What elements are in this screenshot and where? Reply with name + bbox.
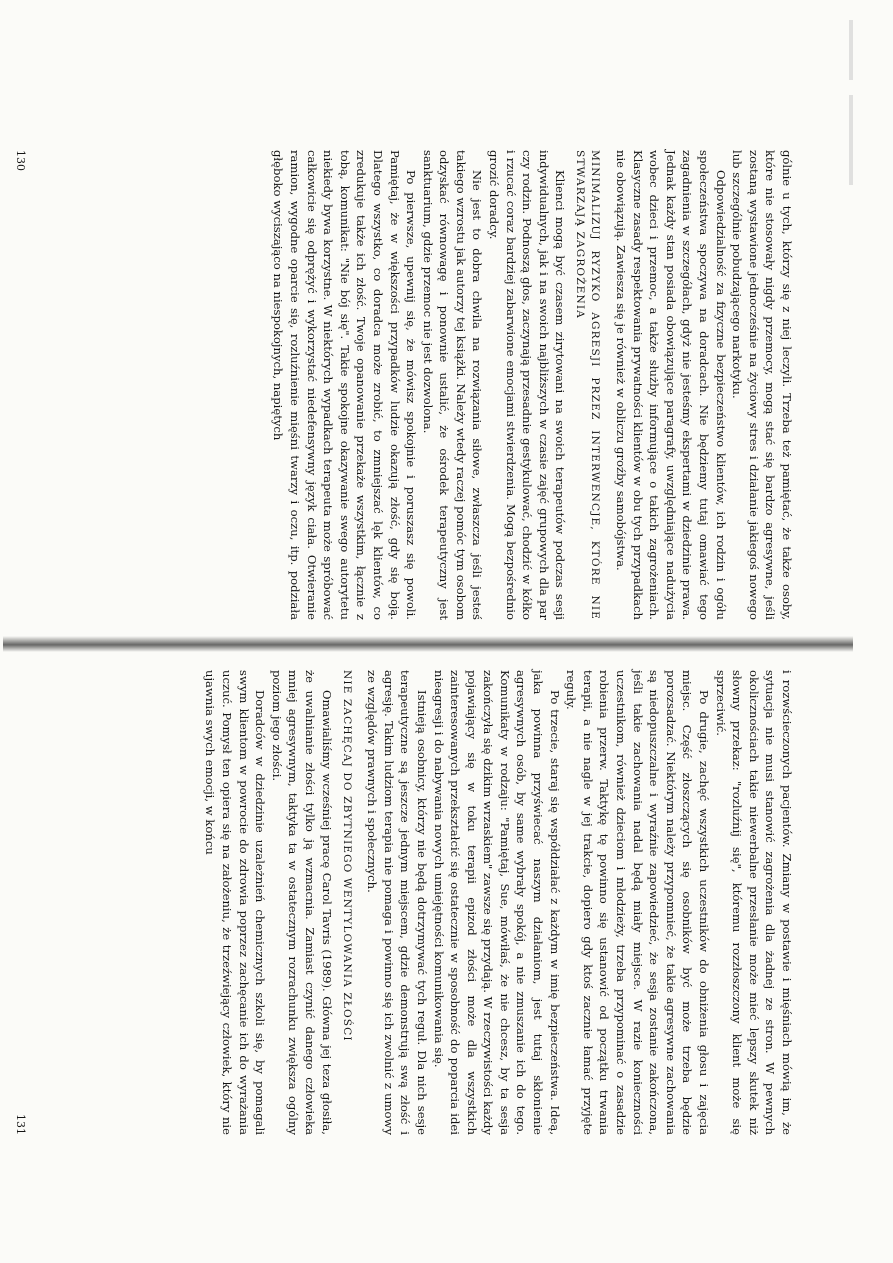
right-page [0, 640, 893, 1263]
page-number: 131 [14, 1114, 27, 1135]
paragraph: Klienci mogą być czasem zirytowani na swoich terapeutów podczas sesji indywidualnych, jak i na swoich najbliższych w czasie zajęć grupowych dla par czy rodzin. Podnoszą głos, zaczynają przesadnie gestykulować, chodzić w kółko i rzucać coraz bardziej zabarwione emocjami stwierdzenia. Mogą bezpośrednio grozić doradcy. [487, 150, 568, 620]
paragraph: Istnieją osobnicy, którzy nie będą dotrzymywać tych reguł. Dla nich sesje terapeutyczne są jeszcze jednym miejscem, gdzie demonstrują swą złość i agresję. Takim ludziom terapia nie pomaga i powinno się ich zwolnić z umowy ze względów prawnych i społecznych. [365, 670, 429, 1135]
left-page-text [270, 150, 795, 620]
paragraph: Po drugie, zachęć wszystkich uczestników do obniżenia głosu i zajęcia miejsc. Część złoszczących się osobników być może trzeba będzie porozsadzać. Niektórym należy przypomnieć, że takie agresywne zachowania są niedopuszczalne i wyraźnie zapowiedzieć, że sesja zostanie zakończona, jeśli takie zachowania nadal będą miały miejsce. W razie konieczności uczestnikom, również dzieciom i młodzieży, trzeba przypominać o zasadzie robienia przerw. Taktykę tę powinno się ustanowić od początku trwania terapii, a nie nagle w jej trakcie, dopiero gdy ktoś zacznie łamać przyjęte reguły. [564, 670, 712, 1135]
paragraph: Po trzecie, staraj się współdziałać z każdym w imię bezpieczeństwa. Ideą, jaka powinna przyświecać naszym działaniom, jest tutaj skłonienie agresywnych osób, by same wybrały spokój, a nie zmuszanie ich do tego. Komunikaty w rodzaju: "Pamiętaj, Sue, mówiłaś, że nie chcesz, by ta sesja zakończyła się dzikim wrzaskiem" zawsze się przydają. W rzeczywistości każdy pojawiający się w toku terapii epizod złości może dla wszystkich zainteresowanych przekształcić się ostatecznie w sposobność do poparcia idei nieagresji i do nabywania nowych umiejętności komunikowania się. [431, 670, 562, 1135]
paragraph: Doradców w dziedzinie uzależnień chemicznych szkoli się, by pomagali swym klientom w powrocie do zdrowia poprzez zachęcanie ich do wyrażania uczuć. Pomysł ten opiera się na założeniu, że trzeźwiejący człowiek, który nie ujawnia swych emocji, w końcu [203, 670, 268, 1135]
paragraph: Odpowiedzialność za fizyczne bezpieczeństwo klientów, ich rodzin i ogółu społeczeństwa spoczywa na doradcach. Nie będziemy tutaj omawiać tego zagadnienia w szczegółach, gdyż nie jesteśmy ekspertami w dziedzinie prawa. Jednak każdy stan posiada obowiązujące paragrafy, uwzględniające nadużycia wobec dzieci i przemoc, a także służby informujące o takich zagrożeniach. Klasyczne zasady respektowania prywatności klientów w obu tych przypadkach nie obowiązują. Zawiesza się je również w obliczu groźby samobójstwa. [614, 150, 728, 620]
scan-artifact [849, 95, 853, 185]
section-heading: NIE ZACHĘCAJ DO ZBYTNIEGO WENTYLOWANIA ZŁOŚCI [340, 670, 353, 1042]
page-number: 130 [14, 150, 27, 171]
paragraph: Po pierwsze, upewnij się, że mówisz spokojnie i poruszasz się powoli. Pamiętaj, że w większości przypadków ludzie okazują złość, gdy się boją. Dlatego wszystko, co doradca może zrobić, to zmniejszać lęk klientów, co zredukuje także ich złość. Twoje opanowanie przekaże wszystkim, łącznie z tobą, komunikat: "Nie bój się". Takie spokojne okazywanie swego autorytetu niekiedy bywa korzystne. W niektórych wypadkach terapeuta może spróbować całkowicie się odprężyć i wykorzystać niedefensywny język ciała. Otwieranie ramion, wygodne oparcie się, rozluźnienie mięśni twarzy i oczu, itp. podziała głęboko wyciszająco na niespokojnych, napiętych [271, 150, 419, 620]
section-heading: MINIMALIZUJ RYZYKO AGRESJI PRZEZ INTERWENCJE, KTÓRE NIE STWARZAJĄ ZAGROŻENIA [574, 150, 602, 620]
paragraph: Omawialiśmy wcześniej pracę Carol Tavris (1989). Główna jej teza głosiła, że uwalnianie złości tylko ją wzmacnia. Zamiast czynić danego człowieka mniej agresywnym, taktyka ta w ostatecznym rozrachunku zwiększa ogólny poziom jego złości. [269, 670, 334, 1135]
paragraph: i rozwścieczonych pacjentów. Zmiany w postawie i mięśniach mówią im, że sytuacja nie musi stanowić zagrożenia dla żadnej ze stron. W pewnych okolicznościach takie niewerbalne przesłanie może mieć lepszy skutek niż słowny przekaz: "rozluźnij się", któremu rozzłoszczony klient może się sprzeciwić. [713, 670, 794, 1135]
paragraph: gólnie u tych, którzy się z niej leczyli. Trzeba też pamiętać, że także osoby, które nie stosowały nigdy przemocy, mogą stać się bardzo agresywne, jeśli zostaną wystawione jednocześnie na życiowy stres i działanie jakiegoś nowego lub szczególnie pobudzającego narkotyku. [730, 150, 794, 620]
paragraph: Nie jest to dobra chwila na rozwiązania siłowe, zwłaszcza jeśli jesteś takiego wzrostu jak autorzy tej książki. Należy wtedy raczej pomóc tym osobom odzyskać równowagę i ponownie ustalić, że ośrodek terapeutyczny jest sanktuarium, gdzie przemoc nie jest dozwolona. [420, 150, 485, 620]
scan-artifact [849, 20, 853, 80]
right-page-text [202, 670, 795, 1135]
